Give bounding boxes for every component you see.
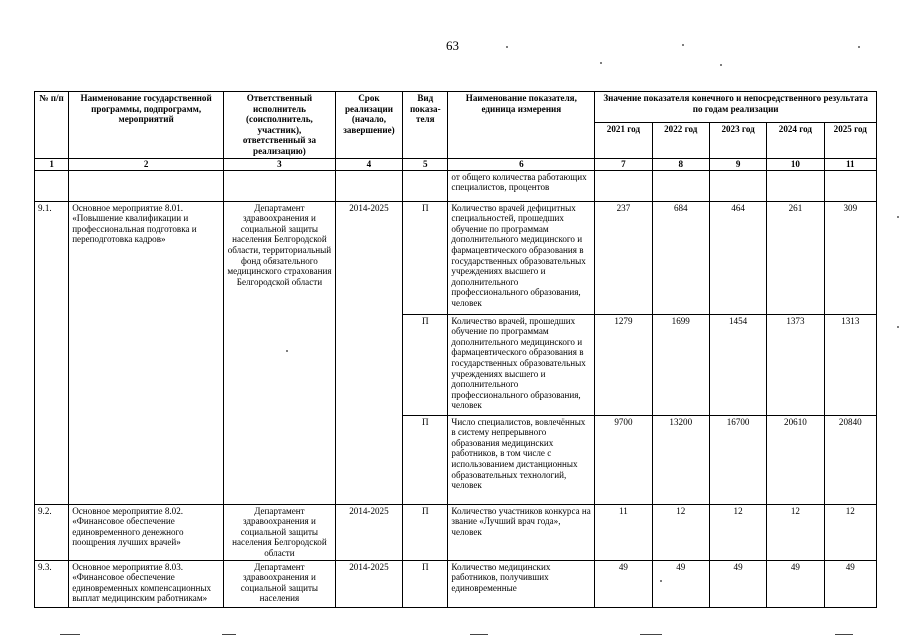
indicator-value: 1454: [709, 314, 766, 415]
indicator-value: 16700: [709, 415, 766, 504]
bottom-mark: [470, 634, 488, 635]
column-number: 9: [709, 158, 766, 170]
continuation-row: [35, 170, 877, 201]
scan-speck: [286, 350, 288, 352]
column-numbers-row: [35, 158, 877, 170]
column-number: 7: [595, 158, 652, 170]
indicators-table: [34, 91, 877, 608]
row-name: Основное мероприятие 8.03. «Финансовое обеспечение единовременных компенсационных выплат медицинским работникам»: [69, 560, 224, 607]
indicator-value: 684: [652, 201, 709, 314]
header-values-group: Значение показателя конечного и непосредственного результата по годам реализации: [595, 92, 877, 123]
column-number: 11: [824, 158, 876, 170]
row-num: 9.2.: [35, 504, 69, 560]
indicator-type: П: [403, 201, 448, 314]
indicator-value: 309: [824, 201, 876, 314]
indicator-value: 1313: [824, 314, 876, 415]
row-num: 9.1.: [35, 201, 69, 504]
indicator-type: П: [403, 560, 448, 607]
row-name: Основное мероприятие 8.02. «Финансовое обеспечение единовременного денежного поощрения лучших врачей»: [69, 504, 224, 560]
column-number: 5: [403, 158, 448, 170]
row-responsible: Департамент здравоохранения и социальной защиты населения Белгородской области, территориальный фонд обязательного медицинского страхования Белгородской области: [224, 201, 336, 504]
header-responsible: Ответственный исполнитель (соисполнитель, участник), ответственный за реализацию): [224, 92, 336, 159]
column-number: 10: [767, 158, 824, 170]
indicator-value: 12: [824, 504, 876, 560]
column-number: 3: [224, 158, 336, 170]
header-year: 2024 год: [767, 123, 824, 159]
scan-speck: [506, 46, 508, 48]
header-period: Срок реализации (начало, завершение): [335, 92, 402, 159]
indicator-value: 1373: [767, 314, 824, 415]
table-row: [35, 504, 877, 560]
bottom-mark: [222, 634, 236, 635]
indicator-value: 20610: [767, 415, 824, 504]
indicator-name: Количество медицинских работников, получивших единовременные: [448, 560, 595, 607]
bottom-mark: [60, 634, 80, 635]
indicator-value: 49: [709, 560, 766, 607]
indicator-name: Количество врачей дефицитных специальностей, прошедших обучение по программам дополнительного медицинского и фармацевтического образования в государственных образовательных учреждениях высшего и дополнительного профессионального образования, человек: [448, 201, 595, 314]
header-year: 2021 год: [595, 123, 652, 159]
header-num: № п/п: [35, 92, 69, 159]
indicator-value: 20840: [824, 415, 876, 504]
indicator-value: 237: [595, 201, 652, 314]
header-name: Наименование государственной программы, подпрограмм, мероприятий: [69, 92, 224, 159]
indicator-value: 261: [767, 201, 824, 314]
bottom-mark: [835, 634, 853, 635]
column-number: 2: [69, 158, 224, 170]
scan-speck: [897, 216, 899, 218]
indicator-value: 49: [824, 560, 876, 607]
indicator-type: П: [403, 314, 448, 415]
row-name: Основное мероприятие 8.01. «Повышение квалификации и профессиональная подготовка и переподготовка кадров»: [69, 201, 224, 504]
indicator-value: 13200: [652, 415, 709, 504]
indicator-value: 9700: [595, 415, 652, 504]
indicator-name: Количество врачей, прошедших обучение по программам дополнительного медицинского и фармацевтического образования в государственных образовательных учреждениях высшего и дополнительного профессионального образования, человек: [448, 314, 595, 415]
row-period: 2014-2025: [335, 504, 402, 560]
indicator-value: 49: [595, 560, 652, 607]
column-number: 4: [335, 158, 402, 170]
scan-speck: [600, 62, 602, 64]
indicator-value: 11: [595, 504, 652, 560]
indicator-value: 464: [709, 201, 766, 314]
row-responsible: Департамент здравоохранения и социальной защиты населения: [224, 560, 336, 607]
indicator-name: Количество участников конкурса на звание «Лучший врач года», человек: [448, 504, 595, 560]
header-indicator-type: Вид показа-теля: [403, 92, 448, 159]
row-period: 2014-2025: [335, 560, 402, 607]
indicator-value: 49: [767, 560, 824, 607]
page-number: 63: [446, 38, 459, 53]
continuation-text: от общего количества работающих специалистов, процентов: [448, 170, 595, 201]
header-year: 2023 год: [709, 123, 766, 159]
indicator-type: П: [403, 415, 448, 504]
table-row: [35, 201, 877, 314]
scan-speck: [720, 64, 722, 66]
indicator-value: 1279: [595, 314, 652, 415]
scan-speck: [858, 46, 860, 48]
indicator-value: 12: [652, 504, 709, 560]
table-row: [35, 560, 877, 607]
header-year: 2022 год: [652, 123, 709, 159]
indicator-name: Число специалистов, вовлечённых в систему непрерывного образования медицинских работников, в том числе с использованием дистанционных образовательных технологий, человек: [448, 415, 595, 504]
indicator-value: 12: [767, 504, 824, 560]
scan-speck: [660, 580, 662, 582]
indicator-value: 12: [709, 504, 766, 560]
column-number: 8: [652, 158, 709, 170]
indicator-value: 1699: [652, 314, 709, 415]
row-responsible: Департамент здравоохранения и социальной защиты населения Белгородской области: [224, 504, 336, 560]
header-indicator-name: Наименование показателя, единица измерения: [448, 92, 595, 159]
indicator-value: 49: [652, 560, 709, 607]
column-number: 6: [448, 158, 595, 170]
scan-speck: [897, 326, 899, 328]
bottom-mark: [640, 634, 662, 635]
scan-speck: [682, 44, 684, 46]
row-period: 2014-2025: [335, 201, 402, 504]
header-year: 2025 год: [824, 123, 876, 159]
indicator-type: П: [403, 504, 448, 560]
row-num: 9.3.: [35, 560, 69, 607]
column-number: 1: [35, 158, 69, 170]
